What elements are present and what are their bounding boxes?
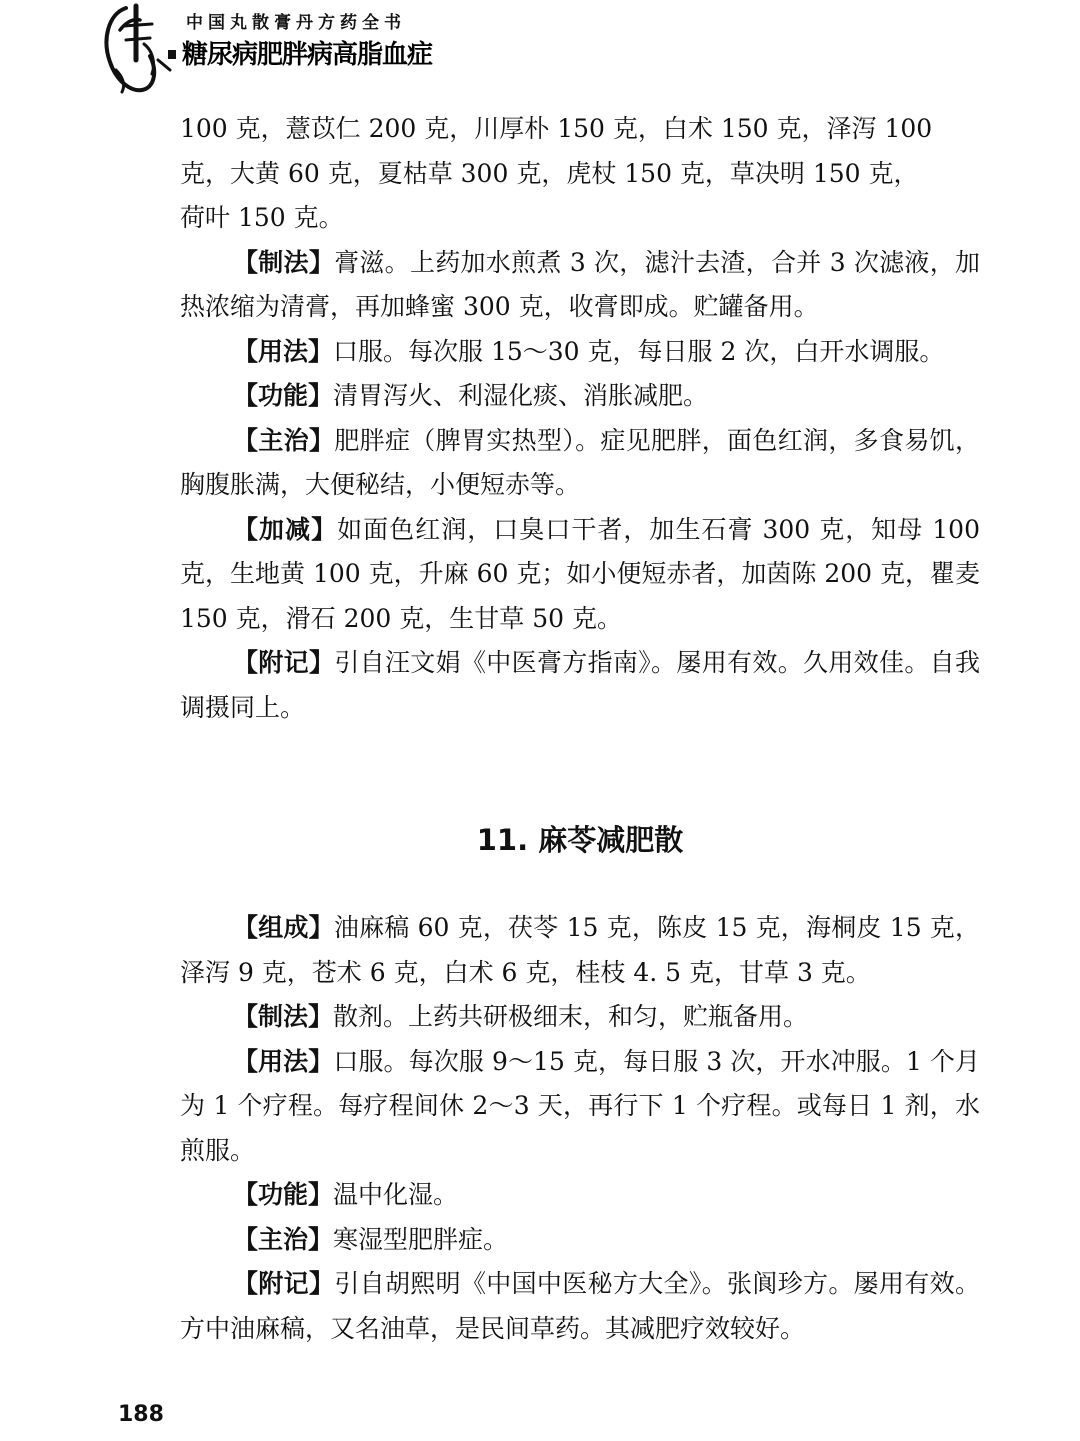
function-text: 清胃泻火、利湿化痰、消胀减肥。: [333, 381, 709, 410]
function-paragraph: [180, 374, 980, 419]
composition-continued-line-1: 100 克，薏苡仁 200 克，川厚朴 150 克，白术 150 克，泽泻 100: [180, 114, 933, 143]
modification-paragraph: [180, 508, 980, 642]
usage-paragraph: [180, 330, 980, 375]
function-label: 【功能】: [233, 381, 334, 410]
indication-text: 寒湿型肥胖症。: [333, 1224, 509, 1254]
composition-continued-line-2: 克，大黄 60 克，夏枯草 300 克，虎杖 150 克，草决明 150 克，: [180, 158, 919, 188]
page-number: 188: [118, 1402, 164, 1427]
book-title: 糖尿病肥胖病高脂血症: [182, 40, 433, 70]
usage-paragraph: [180, 1040, 980, 1174]
composition-paragraph: [180, 906, 980, 995]
indication-paragraph: [180, 419, 980, 508]
modification-text: 如面色红润，口臭口干者，加生石膏 300 克，知母 100 克，生地黄 100 克，升麻 60 克；如小便短赤者，加茵陈 200 克，瞿麦 150 克，滑石 200 克，生甘草 50 克。: [180, 514, 980, 633]
modification-label: 【加减】: [233, 514, 338, 544]
method-text: 膏滋。上药加水煎煮 3 次，滤汁去渣，合并 3 次滤液，加热浓缩为清膏，再加蜂蜜 300 克，收膏即成。贮罐备用。: [180, 247, 980, 321]
function-paragraph: [180, 1173, 980, 1218]
usage-text: 口服。每次服 15～30 克，每日服 2 次，白开水调服。: [333, 336, 945, 366]
recipe11-title: 11. 麻苓减肥散: [476, 823, 684, 857]
note-paragraph: [180, 641, 980, 730]
composition-continued-line-3: 荷叶 150 克。: [180, 203, 344, 232]
indication-label: 【主治】: [233, 1224, 334, 1254]
note-paragraph: [180, 1262, 980, 1351]
method-label: 【制法】: [233, 1002, 334, 1031]
composition-label: 【组成】: [233, 913, 334, 942]
method-paragraph: [180, 995, 980, 1040]
series-title: 中国丸散膏丹方药全书: [186, 13, 406, 33]
usage-label: 【用法】: [233, 336, 334, 366]
note-label: 【附记】: [233, 1269, 335, 1298]
function-text: 温中化湿。: [333, 1180, 459, 1209]
usage-label: 【用法】: [233, 1046, 334, 1076]
note-text: 引自汪文娟《中医膏方指南》。屡用有效。久用效佳。自我调摄同上。: [180, 648, 980, 722]
method-label: 【制法】: [233, 247, 335, 277]
indication-paragraph: [180, 1218, 980, 1263]
calligraphy-logo-icon: [96, 0, 180, 100]
indication-text: 肥胖症（脾胃实热型）。症见肥胖，面色红润，多食易饥，胸腹胀满，大便秘结，小便短赤等。: [180, 425, 980, 499]
function-label: 【功能】: [233, 1180, 334, 1209]
recipe10-body: [180, 107, 980, 730]
method-paragraph: [180, 241, 980, 330]
composition-text: 油麻稿 60 克，茯苓 15 克，陈皮 15 克，海桐皮 15 克，泽泻 9 克，苍术 6 克，白术 6 克，桂枝 4. 5 克，甘草 3 克。: [180, 913, 980, 987]
note-label: 【附记】: [233, 648, 335, 677]
indication-label: 【主治】: [233, 425, 335, 455]
usage-text: 口服。每次服 9～15 克，每日服 3 次，开水冲服。1 个月为 1 个疗程。每疗程间休 2～3 天，再行下 1 个疗程。或每日 1 剂，水煎服。: [180, 1046, 980, 1165]
method-text: 散剂。上药共研极细末，和匀，贮瓶备用。: [333, 1002, 809, 1031]
recipe11-body: [180, 906, 980, 1351]
note-text: 引自胡熙明《中国中医秘方大全》。张阆珍方。屡用有效。方中油麻稿，又名油草，是民间草药。其减肥疗效较好。: [180, 1269, 980, 1343]
